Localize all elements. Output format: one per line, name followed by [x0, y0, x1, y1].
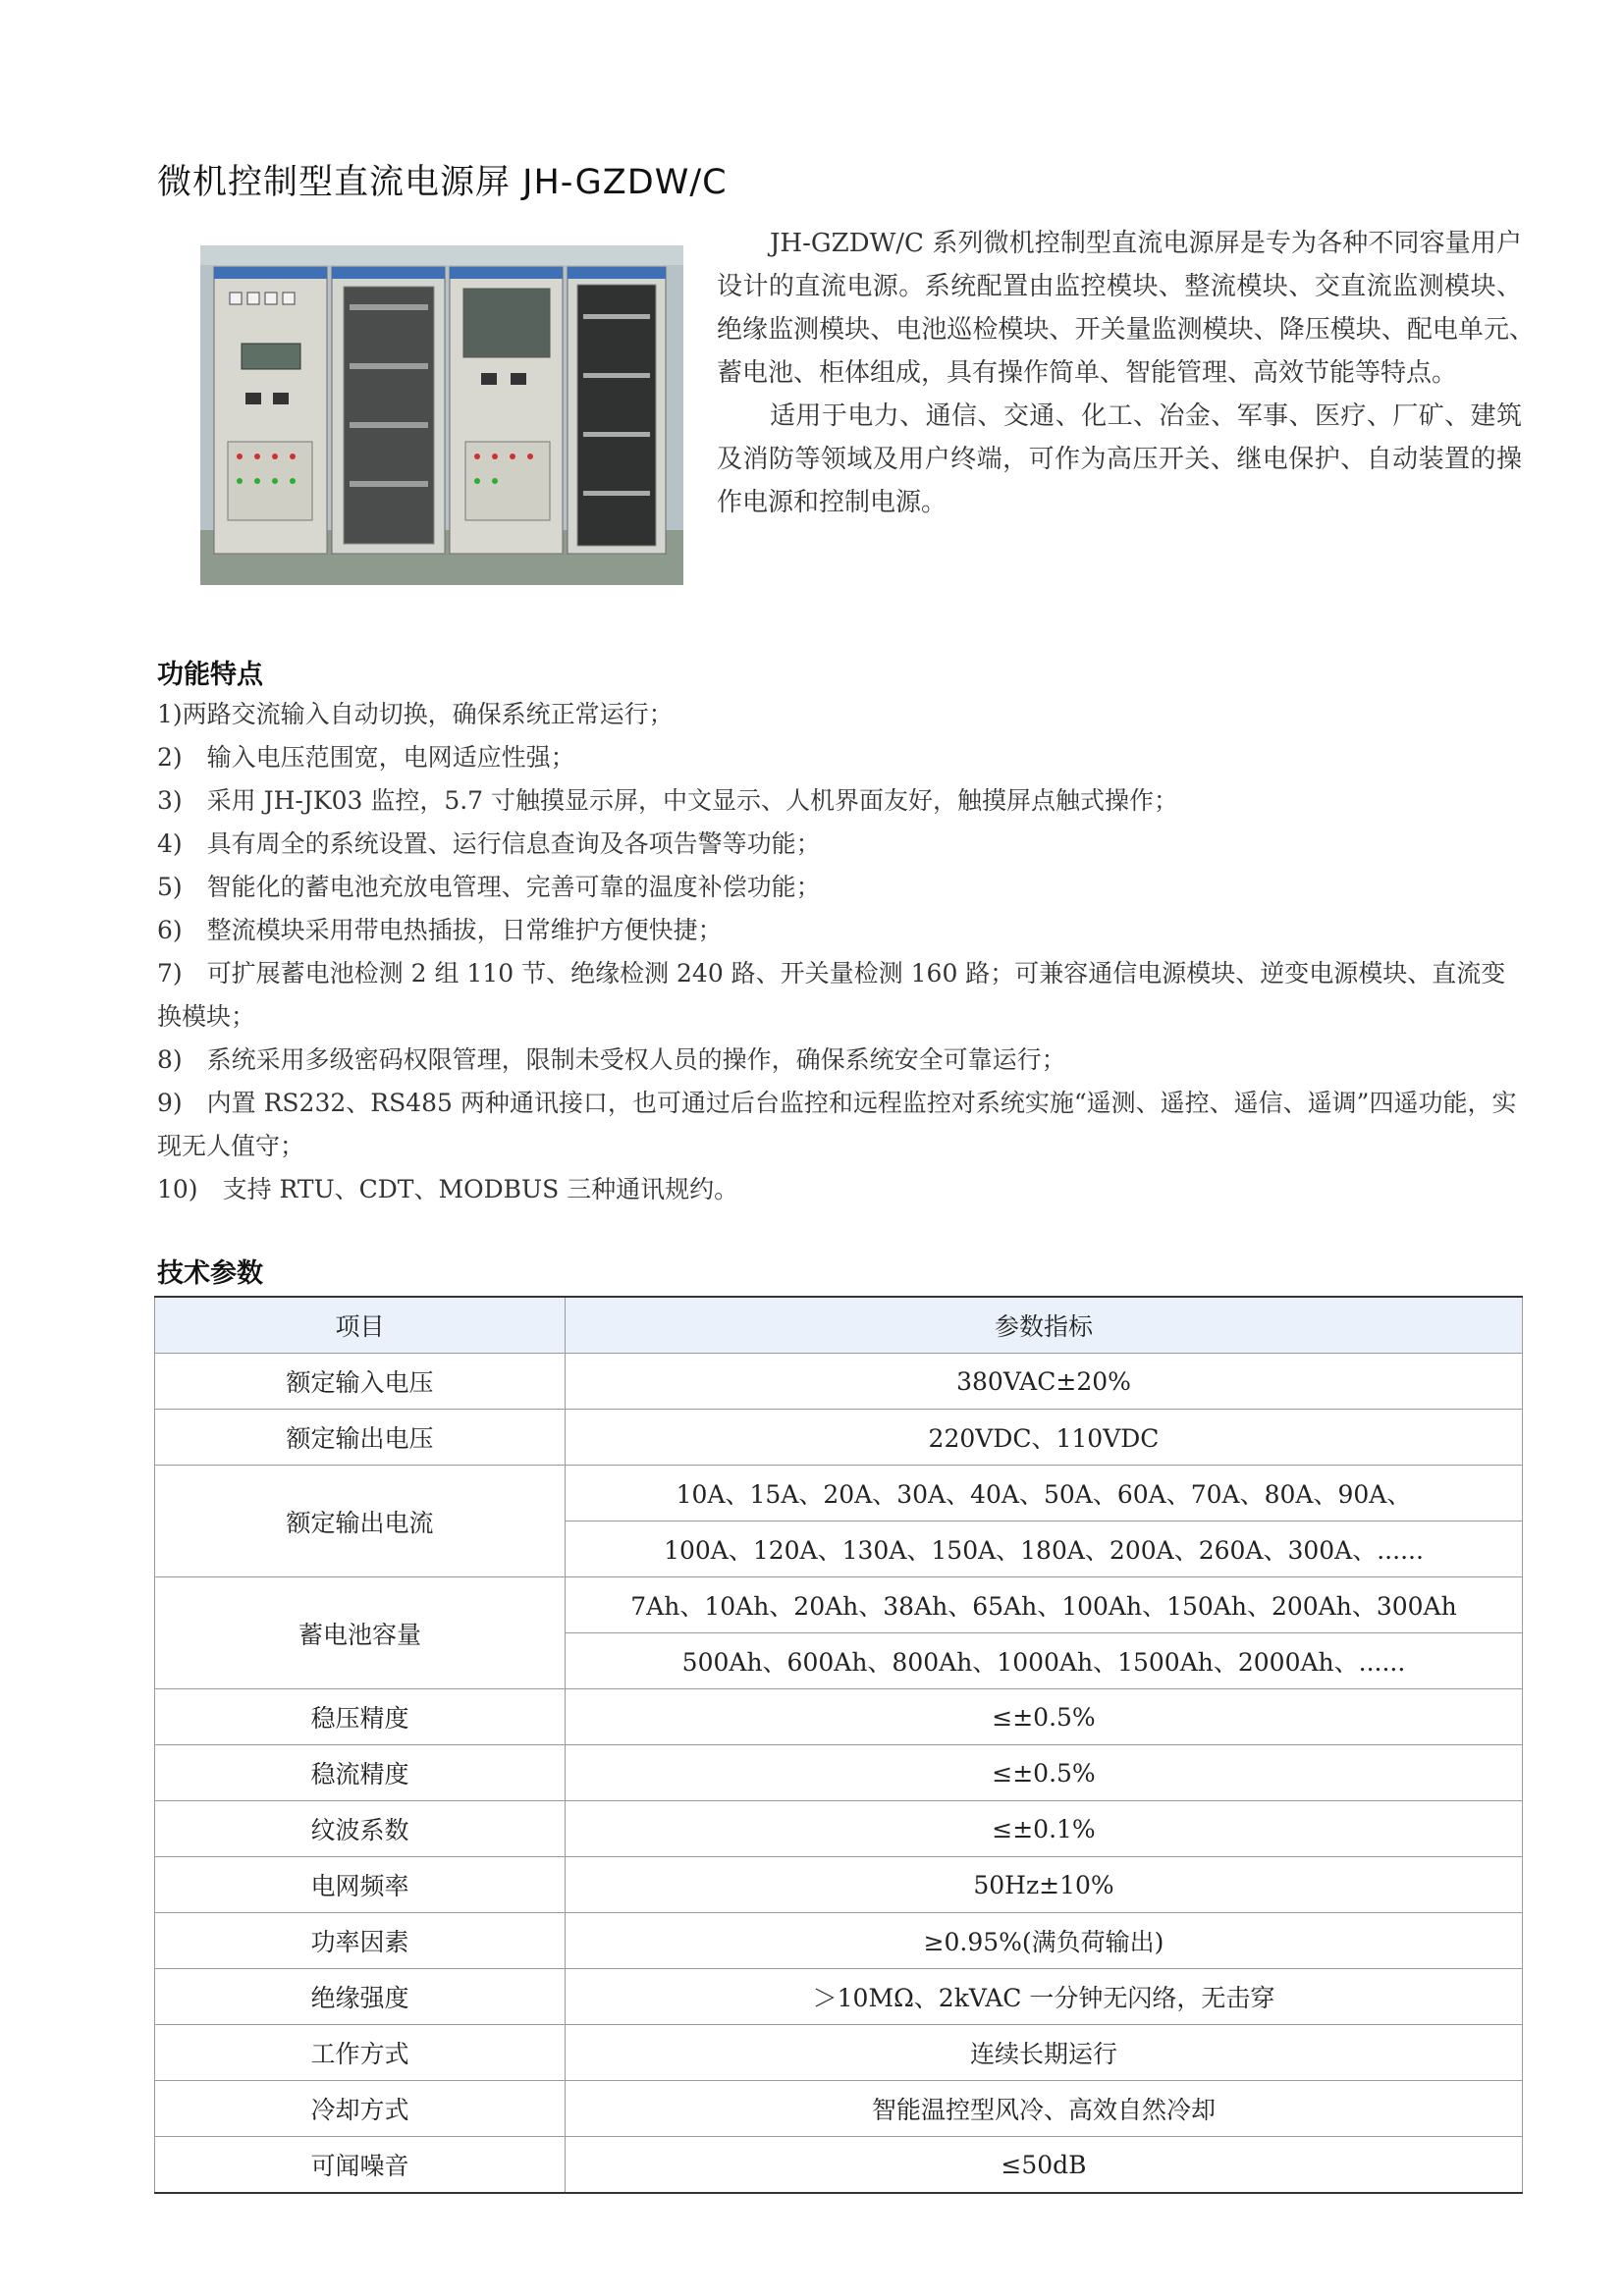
table-row — [155, 1969, 1523, 2025]
feature-item: 8) 系统采用多级密码权限管理，限制未受权人员的操作，确保系统安全可靠运行； — [157, 1045, 1066, 1074]
intro-paragraph-1: JH-GZDW/C 系列微机控制型直流电源屏是专为各种不同容量用户设计的直流电源。系统配置由监控模块、整流模块、交直流监测模块、绝缘监测模块、电池巡检模块、开关量监测模块、降压模块、配电单元、 蓄电池、柜体组成，具有操作简单、智能管理、高效节能等特点。 — [717, 229, 1548, 388]
row-value: 380VAC±20% — [566, 1354, 1523, 1410]
features-heading: 功能特点 — [157, 660, 263, 690]
row-value: 500Ah、600Ah、800Ah、1000Ah、1500Ah、2000Ah、...... — [566, 1633, 1523, 1689]
row-value: ≤±0.1% — [566, 1801, 1523, 1857]
feature-item: 1)两路交流输入自动切换，确保系统正常运行； — [157, 700, 674, 728]
row-value: ≥0.95%(满负荷输出) — [566, 1913, 1523, 1969]
table-row — [155, 2081, 1523, 2137]
row-value: 7Ah、10Ah、20Ah、38Ah、65Ah、100Ah、150Ah、200Ah、300Ah — [566, 1577, 1523, 1633]
row-item: 可闻噪音 — [155, 2137, 566, 2194]
specs-heading: 技术参数 — [157, 1258, 263, 1289]
row-value: 10A、15A、20A、30A、40A、50A、60A、70A、80A、90A、 — [566, 1466, 1523, 1522]
table-row — [155, 1745, 1523, 1801]
row-item: 蓄电池容量 — [155, 1577, 566, 1689]
cabinet-illustration — [200, 245, 683, 585]
row-value: ＞10MΩ、2kVAC 一分钟无闪络，无击穿 — [566, 1969, 1523, 2025]
table-row — [155, 2137, 1523, 2194]
feature-item: 9) 内置 RS232、RS485 两种通讯接口，也可通过后台监控和远程监控对系统实施“遥测、遥控、遥信、遥调”四遥功能，实现无人值守； — [157, 1089, 1517, 1160]
row-item: 绝缘强度 — [155, 1969, 566, 2025]
row-item: 稳流精度 — [155, 1745, 566, 1801]
table-row — [155, 1354, 1523, 1410]
row-item: 冷却方式 — [155, 2081, 566, 2137]
table-row — [155, 1689, 1523, 1745]
table-row — [155, 2025, 1523, 2081]
row-item: 电网频率 — [155, 1857, 566, 1913]
table-row — [155, 1466, 1523, 1522]
feature-item: 5) 智能化的蓄电池充放电管理、完善可靠的温度补偿功能； — [157, 873, 821, 901]
row-value: 智能温控型风冷、高效自然冷却 — [566, 2081, 1523, 2137]
product-photo — [200, 245, 683, 585]
feature-item: 4) 具有周全的系统设置、运行信息查询及各项告警等功能； — [157, 829, 821, 858]
row-item: 稳压精度 — [155, 1689, 566, 1745]
row-item: 纹波系数 — [155, 1801, 566, 1857]
row-value: ≤±0.5% — [566, 1745, 1523, 1801]
intro-paragraph-2: 适用于电力、通信、交通、化工、冶金、军事、医疗、厂矿、建筑及消防等领域及用户终端，可作为高压开关、继电保护、自动装置的操作电源和控制电源。 — [717, 401, 1522, 517]
header-item: 项目 — [155, 1297, 566, 1354]
row-item: 额定输出电压 — [155, 1410, 566, 1466]
feature-item: 3) 采用 JH-JK03 监控，5.7 寸触摸显示屏，中文显示、人机界面友好，触摸屏点触式操作； — [157, 786, 1179, 815]
feature-item: 10) 支持 RTU、CDT、MODBUS 三种通讯规约。 — [157, 1175, 739, 1203]
row-value: 220VDC、110VDC — [566, 1410, 1523, 1466]
features-list — [157, 693, 1522, 1211]
table-row — [155, 1577, 1523, 1633]
table-row — [155, 1801, 1523, 1857]
row-value: ≤50dB — [566, 2137, 1523, 2194]
table-header-row — [155, 1297, 1523, 1354]
intro-text — [717, 222, 1548, 524]
feature-item: 6) 整流模块采用带电热插拔，日常维护方便快捷； — [157, 916, 723, 944]
spec-table — [154, 1296, 1523, 2194]
row-item: 功率因素 — [155, 1913, 566, 1969]
row-value: 连续长期运行 — [566, 2025, 1523, 2081]
row-item: 额定输入电压 — [155, 1354, 566, 1410]
table-row — [155, 1410, 1523, 1466]
row-item: 额定输出电流 — [155, 1466, 566, 1577]
header-value: 参数指标 — [566, 1297, 1523, 1354]
table-row — [155, 1913, 1523, 1969]
row-value: 50Hz±10% — [566, 1857, 1523, 1913]
page-title: 微机控制型直流电源屏 JH-GZDW/C — [157, 163, 728, 202]
row-value: 100A、120A、130A、150A、180A、200A、260A、300A、...... — [566, 1522, 1523, 1577]
table-row — [155, 1857, 1523, 1913]
row-item: 工作方式 — [155, 2025, 566, 2081]
row-value: ≤±0.5% — [566, 1689, 1523, 1745]
feature-item: 2) 输入电压范围宽，电网适应性强； — [157, 743, 575, 772]
feature-item: 7) 可扩展蓄电池检测 2 组 110 节、绝缘检测 240 路、开关量检测 160 路；可兼容通信电源模块、逆变电源模块、直流变换模块； — [157, 959, 1506, 1031]
